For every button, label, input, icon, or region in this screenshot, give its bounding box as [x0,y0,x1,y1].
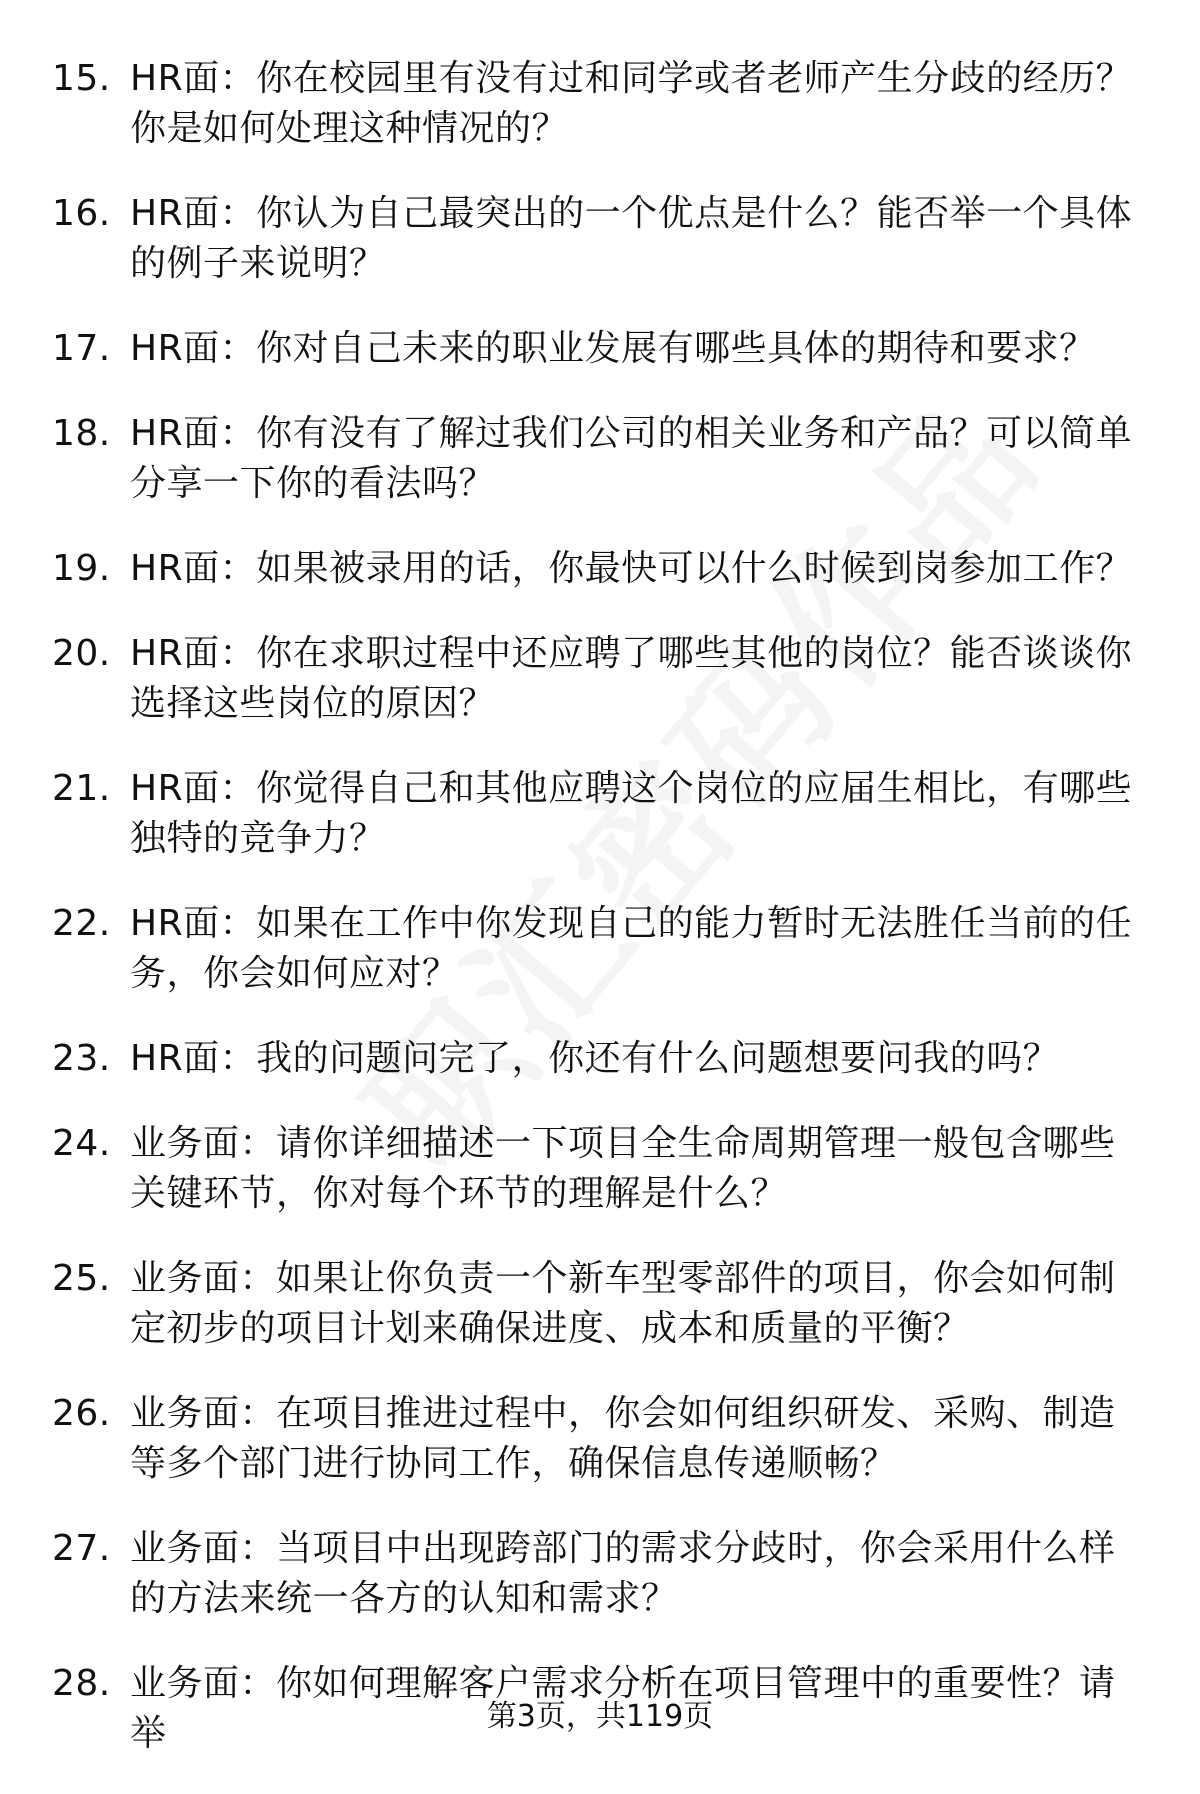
item-text: HR面：你觉得自己和其他应聘这个岗位的应届生相比，有哪些独特的竞争力？ [130,768,1133,859]
item-text: HR面：你认为自己最突出的一个优点是什么？能否举一个具体的例子来说明？ [130,193,1133,284]
item-number: 24. [52,1123,111,1164]
item-number: 18. [52,413,111,454]
item-text: HR面：你在求职过程中还应聘了哪些其他的岗位？能否谈谈你选择这些岗位的原因？ [130,633,1133,724]
item-text: HR面：你对自己未来的职业发展有哪些具体的期待和要求？ [130,328,1096,369]
item-number: 20. [52,633,111,674]
item-text: 业务面：你如何理解客户需求分析在项目管理中的重要性？请举 [130,1663,1116,1754]
item-number: 17. [52,328,111,369]
list-item [0,1254,1150,1354]
list-item [0,629,1150,729]
item-text: HR面：你有没有了解过我们公司的相关业务和产品？可以简单分享一下你的看法吗？ [130,413,1133,504]
list-item [0,1389,1150,1489]
list-item [0,544,1150,594]
list-item [0,54,1150,154]
item-number: 16. [52,193,111,234]
item-text: HR面：我的问题问完了，你还有什么问题想要问我的吗？ [130,1038,1060,1079]
item-number: 23. [52,1038,111,1079]
list-item [0,189,1150,289]
item-text: HR面：如果被录用的话，你最快可以什么时候到岗参加工作？ [130,548,1133,589]
item-number: 26. [52,1393,111,1434]
item-number: 25. [52,1258,111,1299]
item-text: 业务面：如果让你负责一个新车型零部件的项目，你会如何制定初步的项目计划来确保进度、成本和质量的平衡？ [130,1258,1116,1349]
item-number: 15. [52,58,111,99]
item-text: HR面：如果在工作中你发现自己的能力暂时无法胜任当前的任务，你会如何应对？ [130,903,1133,994]
item-text: 业务面：请你详细描述一下项目全生命周期管理一般包含哪些关键环节，你对每个环节的理解是什么？ [130,1123,1116,1214]
list-item [0,1119,1150,1219]
list-item [0,764,1150,864]
item-number: 21. [52,768,111,809]
question-list [0,54,1200,1794]
list-item [0,1524,1150,1624]
item-number: 28. [52,1663,111,1704]
item-text: HR面：你在校园里有没有过和同学或者老师产生分歧的经历？你是如何处理这种情况的？ [130,58,1133,149]
page-number-footer: 第3页，共119页 [486,1699,714,1734]
item-number: 19. [52,548,111,589]
list-item [0,899,1150,999]
list-item [0,324,1150,374]
item-number: 22. [52,903,111,944]
item-text: 业务面：在项目推进过程中，你会如何组织研发、采购、制造等多个部门进行协同工作，确保信息传递顺畅？ [130,1393,1116,1484]
list-item [0,409,1150,509]
item-number: 27. [52,1528,111,1569]
item-text: 业务面：当项目中出现跨部门的需求分歧时，你会采用什么样的方法来统一各方的认知和需求？ [130,1528,1116,1619]
list-item [0,1034,1150,1084]
